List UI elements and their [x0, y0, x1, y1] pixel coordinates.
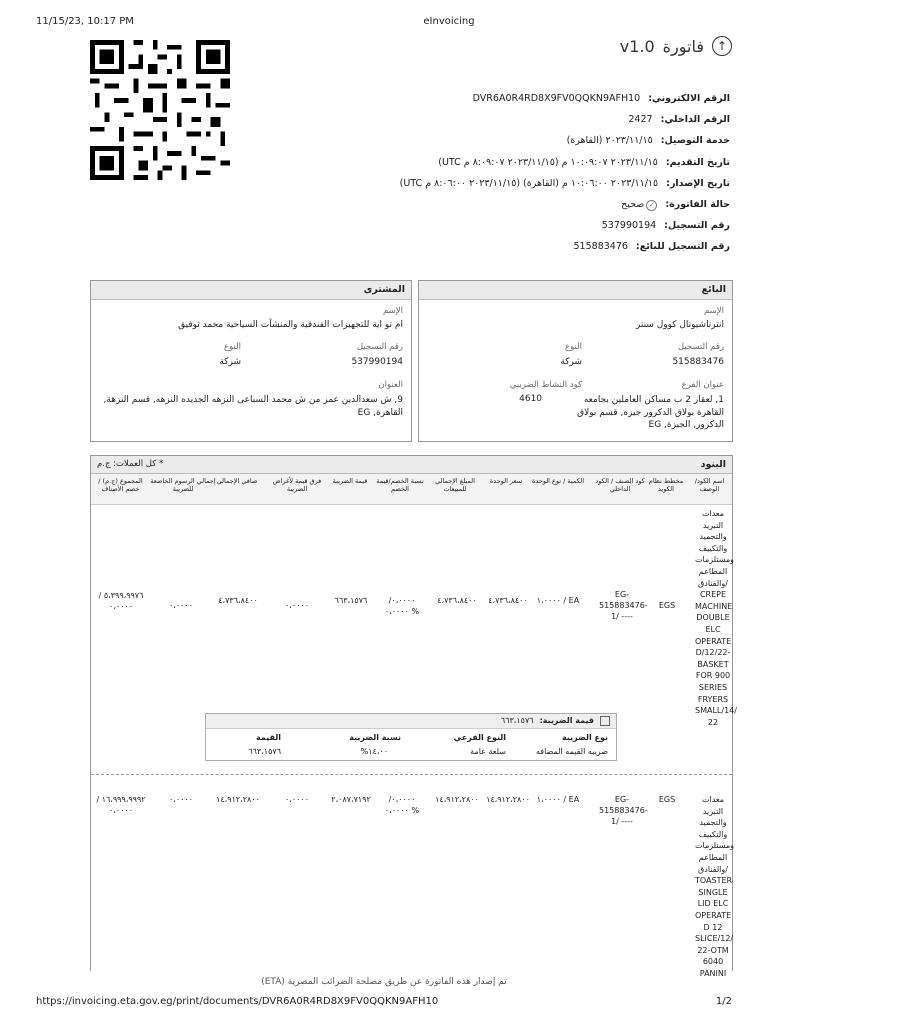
col-desc: اسم الكود/ الوصف — [694, 477, 725, 493]
row-net: ٤،٧٣٦،٨٤٠٠ — [218, 596, 258, 605]
row-fees: ٠،٠٠٠٠ — [168, 601, 194, 610]
items-heading-bar — [91, 456, 732, 474]
col-qty: الكمية / نوع الوحدة — [532, 477, 584, 485]
items-header-row — [91, 474, 732, 505]
seller-type-label: النوع — [565, 342, 582, 352]
seller-activity: 4610 — [519, 394, 542, 404]
items-heading: البنود — [700, 459, 726, 470]
row-desc: معدات التبريد والتجميد والتكييف ومستلزمات المطاعم والفنادق/ TOASTER SINGLE LID ELC OPERATE D 12 SLICE/12/ 22-OTM 6040 PANINI — [695, 795, 735, 978]
col-total: المجموع (ج.م) / خصم الأصناف — [98, 477, 143, 493]
arrow-up-circle-icon[interactable]: ↑ — [712, 36, 732, 56]
field-submission-date — [310, 152, 730, 173]
seller-heading: البائع — [419, 281, 732, 300]
tax-rate: ١٤،٠٠% — [360, 747, 388, 756]
row-qty: ١،٠٠٠٠ / EA — [536, 795, 580, 804]
col-fees: إجمالي الرسوم الخاضعة للضريبة — [150, 477, 216, 493]
col-discount: نسبة الخصم/قيمة الخصم — [376, 477, 424, 493]
field-electronic-id — [310, 88, 730, 109]
tax-details-table — [205, 713, 617, 761]
buyer-heading: المشترى — [91, 281, 411, 300]
invoice-title-text: فاتورة — [662, 36, 704, 56]
row-code: EG-515883476-1/ ---- — [599, 590, 648, 621]
field-label: رقم التسجيل للبائع: — [635, 241, 730, 253]
row-desc: معدات التبريد والتجميد والتكييف ومستلزمات المطاعم والفنادق/ CREPE MACHINE DOUBLE ELC OPERATE D/12/22- BASKET FOR 900 SERIES FRYERS SMALL/14/ 22 — [695, 509, 737, 727]
list-icon — [600, 716, 610, 726]
row-tax: ٦٦٣،١٥٧٦ — [334, 596, 368, 605]
tax-details-title-value: ٦٦٣،١٥٧٦ — [500, 716, 534, 725]
row-diff: ٠،٠٠٠٠ — [284, 601, 310, 610]
buyer-type-label: النوع — [224, 342, 241, 352]
row-divider — [91, 774, 732, 775]
field-seller-registration — [310, 236, 730, 257]
invoice-title — [620, 36, 732, 56]
tax-col-type: نوع الضريبة — [562, 733, 608, 742]
seller-type: شركة — [560, 357, 582, 367]
row-discount: ٠،٠٠٠٠/ ٠،٠٠٠٠ % — [384, 795, 420, 815]
field-value: ٢٠٢٣/١١/١٥ ١٠:٠٩:٠٧ م (٢٠٢٣/١١/١٥ ٨:٠٩:٠٧ م UTC) — [438, 156, 658, 168]
row-tax: ٢،٠٨٧،٧١٩٢ — [331, 795, 371, 804]
tax-type: ضريبه القيمه المضافه — [535, 747, 608, 756]
tax-sub: سلعة عامة — [470, 747, 506, 756]
field-label: حالة الفاتورة: — [665, 199, 730, 211]
invoice-version: v1.0 — [619, 36, 655, 56]
field-delivery — [310, 130, 730, 151]
row-net: ١٤،٩١٢،٢٨٠٠ — [216, 795, 260, 804]
row-code: EG-515883476-1/ ---- — [599, 795, 648, 826]
field-value: ٢٠٢٣/١١/١٥ (القاهرة) — [566, 135, 653, 147]
seller-activity-label: كود النشاط الضريبي — [509, 380, 582, 390]
row-qty: ١،٠٠٠٠ / EA — [536, 596, 580, 605]
invoice-fields — [310, 88, 730, 258]
field-label: تاريخ الإصدار: — [666, 177, 730, 189]
seller-reg-label: رقم التسجيل — [677, 342, 724, 352]
row-diff: ٠،٠٠٠٠ — [284, 795, 310, 804]
buyer-box — [90, 280, 412, 442]
print-url: https://invoicing.eta.gov.eg/print/documents/DVR6A0R4RD8X9FV0QQKN9AFH10 — [36, 996, 439, 1007]
print-page-number: 1/2 — [715, 996, 732, 1007]
items-table — [90, 455, 737, 978]
field-value: 515883476 — [573, 241, 628, 253]
seller-branch-label: عنوان الفرع — [681, 380, 724, 390]
buyer-name-label: الإسم — [383, 306, 403, 316]
tax-details-title: قيمة الضريبة: — [539, 716, 594, 725]
buyer-type: شركة — [219, 357, 241, 367]
print-datetime: 11/15/23, 10:17 PM — [36, 16, 134, 27]
tax-col-sub: النوع الفرعي — [453, 733, 506, 742]
field-label: تاريخ التقديم: — [665, 156, 730, 168]
buyer-name: ام تو اية للتجهيزات الفندقية والمنشآت السياحية محمد توفيق — [178, 320, 403, 330]
field-value: DVR6A0R4RD8X9FV0QQKN9AFH10 — [472, 93, 641, 105]
seller-branch: 1, لعقار 2 ب مساكن العاملين بجامعه القاهرة بولاق الدكرور جيزه, قسم بولاق الدكرور, الجيزة, EG — [577, 395, 724, 430]
field-registration — [310, 215, 730, 236]
col-diff: فرق قيمة لأغراض الضريبة — [272, 477, 322, 493]
row-total: ١٦،٩٩٩،٩٩٩٢ / ٠،٠٠٠٠ — [96, 795, 146, 815]
field-label: الرقم الالكتروني: — [648, 93, 730, 105]
field-status — [310, 194, 730, 215]
row-price: ٤،٧٣٦،٨٤٠٠ — [488, 596, 528, 605]
buyer-addr-label: العنوان — [378, 380, 403, 390]
field-value: ٢٠٢٣/١١/١٥ ١٠:٠٦:٠٠ م (القاهرة) (٢٠٢٣/١١/١٥ ٨:٠٦:٠٠ م UTC) — [399, 177, 659, 189]
field-internal-id — [310, 109, 730, 130]
status-text: صحيح — [621, 198, 645, 210]
tax-details-heading — [206, 714, 616, 729]
col-net: صافي الإجمالي — [216, 477, 258, 485]
row-sales: ٤،٧٣٦،٨٤٠٠ — [437, 596, 477, 605]
tax-header-row — [206, 729, 616, 746]
field-label: الرقم الداخلي: — [660, 114, 730, 126]
row-fees: ٠،٠٠٠٠ — [168, 795, 194, 804]
field-value: 2427 — [628, 114, 653, 126]
field-issue-date — [310, 173, 730, 194]
qr-code — [90, 40, 230, 180]
currency-note: * كل العملات: ج.م — [97, 459, 164, 469]
col-price: سعر الوحدة — [489, 477, 523, 485]
row-price: ١٤،٩١٢،٢٨٠٠ — [486, 795, 530, 804]
field-value: 537990194 — [601, 220, 657, 232]
seller-reg: 515883476 — [672, 357, 724, 367]
print-title: eInvoicing — [423, 16, 475, 27]
tax-value: ٦٦٣،١٥٧٦ — [248, 747, 281, 756]
col-scheme: مخطط نظام الكويد — [648, 477, 684, 493]
col-tax: قيمة الضريبة — [332, 477, 368, 485]
row-scheme: EGS — [658, 795, 676, 804]
seller-name-label: الإسم — [704, 306, 724, 316]
buyer-addr: 9, ش سعدالدين عمر من ش محمد السباعى النزهه الجديده النزهه, قسم النزهة, القاهرة, EG — [103, 395, 403, 418]
field-label: رقم التسجيل: — [664, 220, 730, 232]
check-circle-icon: ✓ — [646, 200, 657, 211]
buyer-reg-label: رقم التسجيل — [356, 342, 403, 352]
tax-col-rate: نسبة الضريبة — [349, 733, 401, 742]
seller-box — [418, 280, 733, 442]
field-value — [621, 199, 657, 211]
col-code: كود الصنف / الكود الداخلي — [595, 477, 645, 493]
row-scheme: EGS — [658, 601, 676, 610]
tax-row — [206, 746, 616, 760]
row-total: ٥،٣٩٩،٩٩٧٦ / ٠،٠٠٠٠ — [98, 591, 144, 611]
col-sales: المبلغ الإجمالي للمبيعات — [435, 477, 475, 493]
footer-note: تم إصدار هذه الفاتورة عن طريق مصلحة الضرائب المصرية (ETA) — [261, 977, 507, 987]
seller-name: انترناشيونال كوول سنتر — [635, 320, 724, 330]
field-label: خدمة التوصيل: — [660, 135, 730, 147]
tax-col-value: القيمة — [256, 733, 281, 742]
row-sales: ١٤،٩١٢،٢٨٠٠ — [435, 795, 479, 804]
row-discount: ٠،٠٠٠٠/ ٠،٠٠٠٠ % — [384, 596, 420, 616]
buyer-reg: 537990194 — [351, 357, 403, 367]
